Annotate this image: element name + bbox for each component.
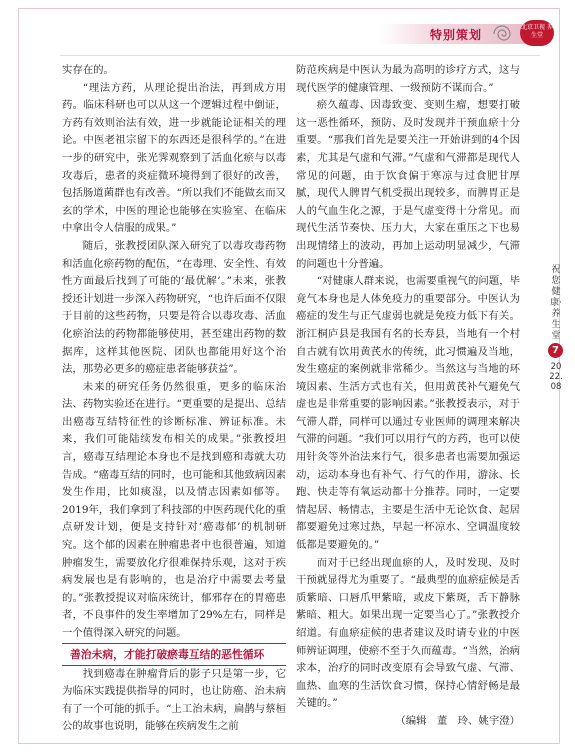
paragraph: 防范疾病是中医认为最为高明的诊疗方式，这与现代医学的健康管理、一级预防不谋而合。”: [296, 64, 520, 94]
section-heading: 善治未病，才能打破瘀毒互结的恶性循环: [62, 643, 286, 666]
paragraph: 找到癌毒在肿瘤背后的影子只是第一步，它为临床实践提供指导的同时，也让防癌、治未病有了一个可能的抓手。“上工治未病，扁鹊与蔡桓公的故事也说明，能够在疾病发生之前: [62, 667, 286, 733]
page-number: 7: [548, 343, 563, 358]
brand-logo: 北京卫视 养生堂: [520, 20, 554, 46]
header-divider: [60, 55, 540, 56]
paragraph: “对健康人群来说，也需要重视气的问题，毕竟气本身也是人体免疫力的重要部分。中医认为癌症的发生与正气虚弱也就是免疫力低下有关。浙江桐庐县是我国有名的长寿县，当地有一个村自古就有饮用黄芪水的传统，此习惯遍及当地，发生癌症的案例就非常稀少。当然这与当地的环境因素、生活方式也有关，但用黄芪补气避免气虚也是非常重要的影响因素。”张教授表示，对于气滞人群，同样可以通过专业医师的调理来解决气滞的问题。“我们可以用行气的方药，也可以使用针灸等外治法来行气，很多患者也需要加强运动，运动本身也有补气、行气的作用，游泳、长跑、快走等有氧运动都十分推荐。同时，一定要情起居、畅情志，主要是生活中无论饮食、起居都要避免过寒过热，早起一杯凉水、空调温度较低都是要避免的。”: [296, 275, 520, 552]
paragraph: 随后，张教授团队深入研究了以毒攻毒药物和活血化瘀药物的配伍，“在毒理、安全性、有效性方面最后找到了可能的‘最优解’。”未来，张教授还计划进一步深入药物研究，“也许后面不仅限于目前的这些药物，只要是符合以毒攻毒、活血化瘀治法的药物都能够使用，甚至建出药物的数据库，这样其他医院、团队也都能用好这个治法，那势必更多的癌症患者能够获益”。: [62, 239, 286, 376]
paragraph: 而对于已经出现血瘀的人，及时发现、及时干预就显得尤为重要了。“最典型的血瘀症候是舌质紫暗、口唇爪甲紫暗，或皮下紫斑，舌下静脉紫暗、粗大。如果出现一定要当心了。”张教授介绍道。有血瘀症候的患者建议及时请专业的中医师辨证调理，使瘀不至于久而蕴毒。“当然，治病求本，治疗的同时改变原有会导致气虚、气滞、血热、血寒的生活饮食习惯，保持心情舒畅是最关键的。”: [296, 556, 520, 710]
paragraph: 实存在的。: [62, 64, 114, 76]
section-title: 特别策划: [430, 28, 483, 42]
paragraph: 未来的研究任务仍然很重，更多的临床治法、药物实验还在进行。“更重要的是提出、总结出癌毒互结特征性的诊断标准、辨证标准。未来，我们可能陆续发布相关的成果。”张教授坦言，癌毒互结理论本身也不是找到癌和毒就大功告成。“癌毒互结的同时，也可能和其他致病因素发生作用，比如痰湿，以及情志因素如郁等。2019年，我们拿到了科技部的中医药现代化的重点研发计划，便是支持针对‘癌毒郁’的机制研究。这个郁的因素在肿瘤患者中也很普遍，知道肿瘤发生，需要放化疗很难保持乐观，这对于疾病发展也是有影响的，也是治疗中需要去考量的。”张教授提议对临床统计，郁邪存在的胃癌患者，不良事件的发生率增加了29%左右，同样是一个值得深入研究的问题。: [62, 380, 286, 639]
paragraph: 瘀久蕴毒、因毒致变、变则生瘤，想要打破这一恶性循环，预防、及时发现并干预血瘀十分重要。“那我们首先是要关注一开始讲到的4个因素，尤其是气虚和气滞。”气虚和气滞都是现代人常见的问题，由于饮食偏于寒凉与过食肥甘厚腻，现代人脾胃气机受损出现较多，而脾胃正是人的气血生化之源，于是气虚变得十分常见。而现代生活节奏快、压力大，大家在重压之下也易出现情绪上的波动，再加上运动明显减少，气滞的问题也十分普遍。: [296, 99, 520, 270]
magazine-name-text: 祝您健康·养生堂: [550, 265, 562, 341]
paragraph: “理法方药，从理论提出治法，再到成方用药。临床科研也可以从这一个逻辑过程中倒证，方药有效则治法有效，进一步就能论证相关的理论。中医老祖宗留下的东西还是很科学的。”在进一步的研究中，张光霁观察到了活血化瘀与以毒攻毒后，患者的炎症微环境得到了很好的改善，包括肠道菌群也有改善。“所以我们不能做玄而又玄的学术，中医的理论也能够在实验室、在临床中拿出令人信服的成果。”: [62, 81, 286, 235]
right-column: [296, 62, 520, 731]
magazine-name: [549, 265, 563, 342]
swirl-ornament-icon: [492, 22, 516, 46]
editor-credit: （编辑 董 玲、姚宇澄）: [395, 714, 520, 727]
issue-date: 2022.08: [549, 362, 563, 392]
left-column: [62, 62, 286, 736]
